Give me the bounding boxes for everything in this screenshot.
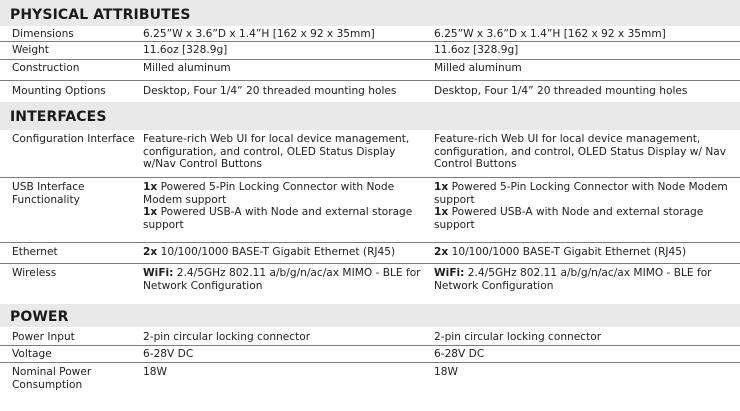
table-row bbox=[0, 130, 740, 178]
wifi-label: WiFi: bbox=[143, 267, 174, 279]
ethernet-qty: 2x bbox=[143, 246, 158, 258]
usb-desc: Powered 5-Pin Locking Connector with Node Modem support bbox=[143, 181, 395, 206]
row-value-col2: 18W bbox=[434, 366, 458, 378]
usb-desc: Powered USB-A with Node and external storage support bbox=[143, 206, 413, 231]
ethernet-desc: 10/100/1000 BASE-T Gigabit Ethernet (RJ45) bbox=[448, 246, 687, 258]
ethernet-desc: 10/100/1000 BASE-T Gigabit Ethernet (RJ45) bbox=[157, 246, 396, 258]
usb-desc: Powered 5-Pin Locking Connector with Node Modem support bbox=[434, 181, 728, 206]
row-label: Nominal Power Consumption bbox=[12, 366, 92, 391]
row-label: Ethernet bbox=[12, 246, 58, 258]
row-value-col2: Desktop, Four 1/4” 20 threaded mounting holes bbox=[434, 85, 688, 97]
usb-line-b bbox=[143, 206, 426, 231]
usb-qty: 1x bbox=[434, 181, 449, 193]
row-value-col2: 6-28V DC bbox=[434, 348, 485, 360]
row-value-col2 bbox=[434, 243, 740, 263]
row-value-col1: Milled aluminum bbox=[143, 62, 231, 74]
table-row bbox=[0, 26, 740, 42]
table-row bbox=[0, 243, 740, 264]
table-row bbox=[0, 81, 740, 101]
row-value-col2: 11.6oz [328.9g] bbox=[434, 44, 519, 56]
row-label: Construction bbox=[12, 62, 80, 74]
row-value-col1: 18W bbox=[143, 366, 167, 378]
usb-desc: Powered USB-A with Node and external storage support bbox=[434, 206, 704, 231]
row-label: Wireless bbox=[12, 267, 57, 279]
wifi-desc: 2.4/5GHz 802.11 a/b/g/n/ac/ax MIMO - BLE for Network Configuration bbox=[434, 267, 712, 292]
row-value-col1: Feature-rich Web UI for local device management, configuration, and control, OLED Status Display w/Nav Control Buttons bbox=[143, 133, 410, 171]
row-value-col2 bbox=[434, 178, 740, 242]
usb-line-a bbox=[143, 181, 426, 206]
row-value-col1: 11.6oz [328.9g] bbox=[143, 44, 228, 56]
table-row bbox=[0, 42, 740, 60]
table-row bbox=[0, 346, 740, 363]
table-row bbox=[0, 264, 740, 301]
row-value-col2: 6.25”W x 3.6”D x 1.4”H [162 x 92 x 35mm] bbox=[434, 28, 666, 40]
row-value-col1: 2-pin circular locking connector bbox=[143, 331, 311, 343]
row-value-col2: Milled aluminum bbox=[434, 62, 522, 74]
usb-line-a bbox=[434, 181, 736, 206]
section-header-interfaces: INTERFACES bbox=[0, 102, 740, 130]
row-value-col2 bbox=[434, 264, 740, 301]
section-header-power: POWER bbox=[0, 304, 740, 327]
row-label: Voltage bbox=[12, 348, 52, 360]
usb-line-b bbox=[434, 206, 736, 231]
section-header-physical: PHYSICAL ATTRIBUTES bbox=[0, 0, 740, 26]
row-label: USB Interface Functionality bbox=[12, 181, 85, 206]
wifi-label: WiFi: bbox=[434, 267, 465, 279]
row-value-col2: Feature-rich Web UI for local device management, configuration, and control, OLED Status Display w/ Nav Control Buttons bbox=[434, 133, 727, 171]
row-value-col1 bbox=[143, 178, 434, 242]
wifi-desc: 2.4/5GHz 802.11 a/b/g/n/ac/ax MIMO - BLE for Network Configuration bbox=[143, 267, 421, 292]
row-label: Configuration Interface bbox=[12, 133, 135, 145]
row-label: Weight bbox=[12, 44, 49, 56]
usb-qty: 1x bbox=[143, 181, 158, 193]
row-value-col1: 6.25”W x 3.6”D x 1.4”H [162 x 92 x 35mm] bbox=[143, 28, 375, 40]
row-value-col1 bbox=[143, 264, 434, 301]
usb-qty: 1x bbox=[434, 206, 449, 219]
row-value-col1: Desktop, Four 1/4” 20 threaded mounting holes bbox=[143, 85, 397, 97]
row-value-col1 bbox=[143, 243, 434, 263]
row-value-col2: 2-pin circular locking connector bbox=[434, 331, 602, 343]
ethernet-qty: 2x bbox=[434, 246, 449, 258]
row-label: Power Input bbox=[12, 331, 75, 343]
row-label: Dimensions bbox=[12, 28, 74, 40]
row-value-col1: 6-28V DC bbox=[143, 348, 194, 360]
table-row bbox=[0, 178, 740, 243]
table-row bbox=[0, 60, 740, 81]
usb-qty: 1x bbox=[143, 206, 158, 219]
table-row bbox=[0, 363, 740, 392]
row-label: Mounting Options bbox=[12, 85, 106, 97]
table-row bbox=[0, 327, 740, 346]
